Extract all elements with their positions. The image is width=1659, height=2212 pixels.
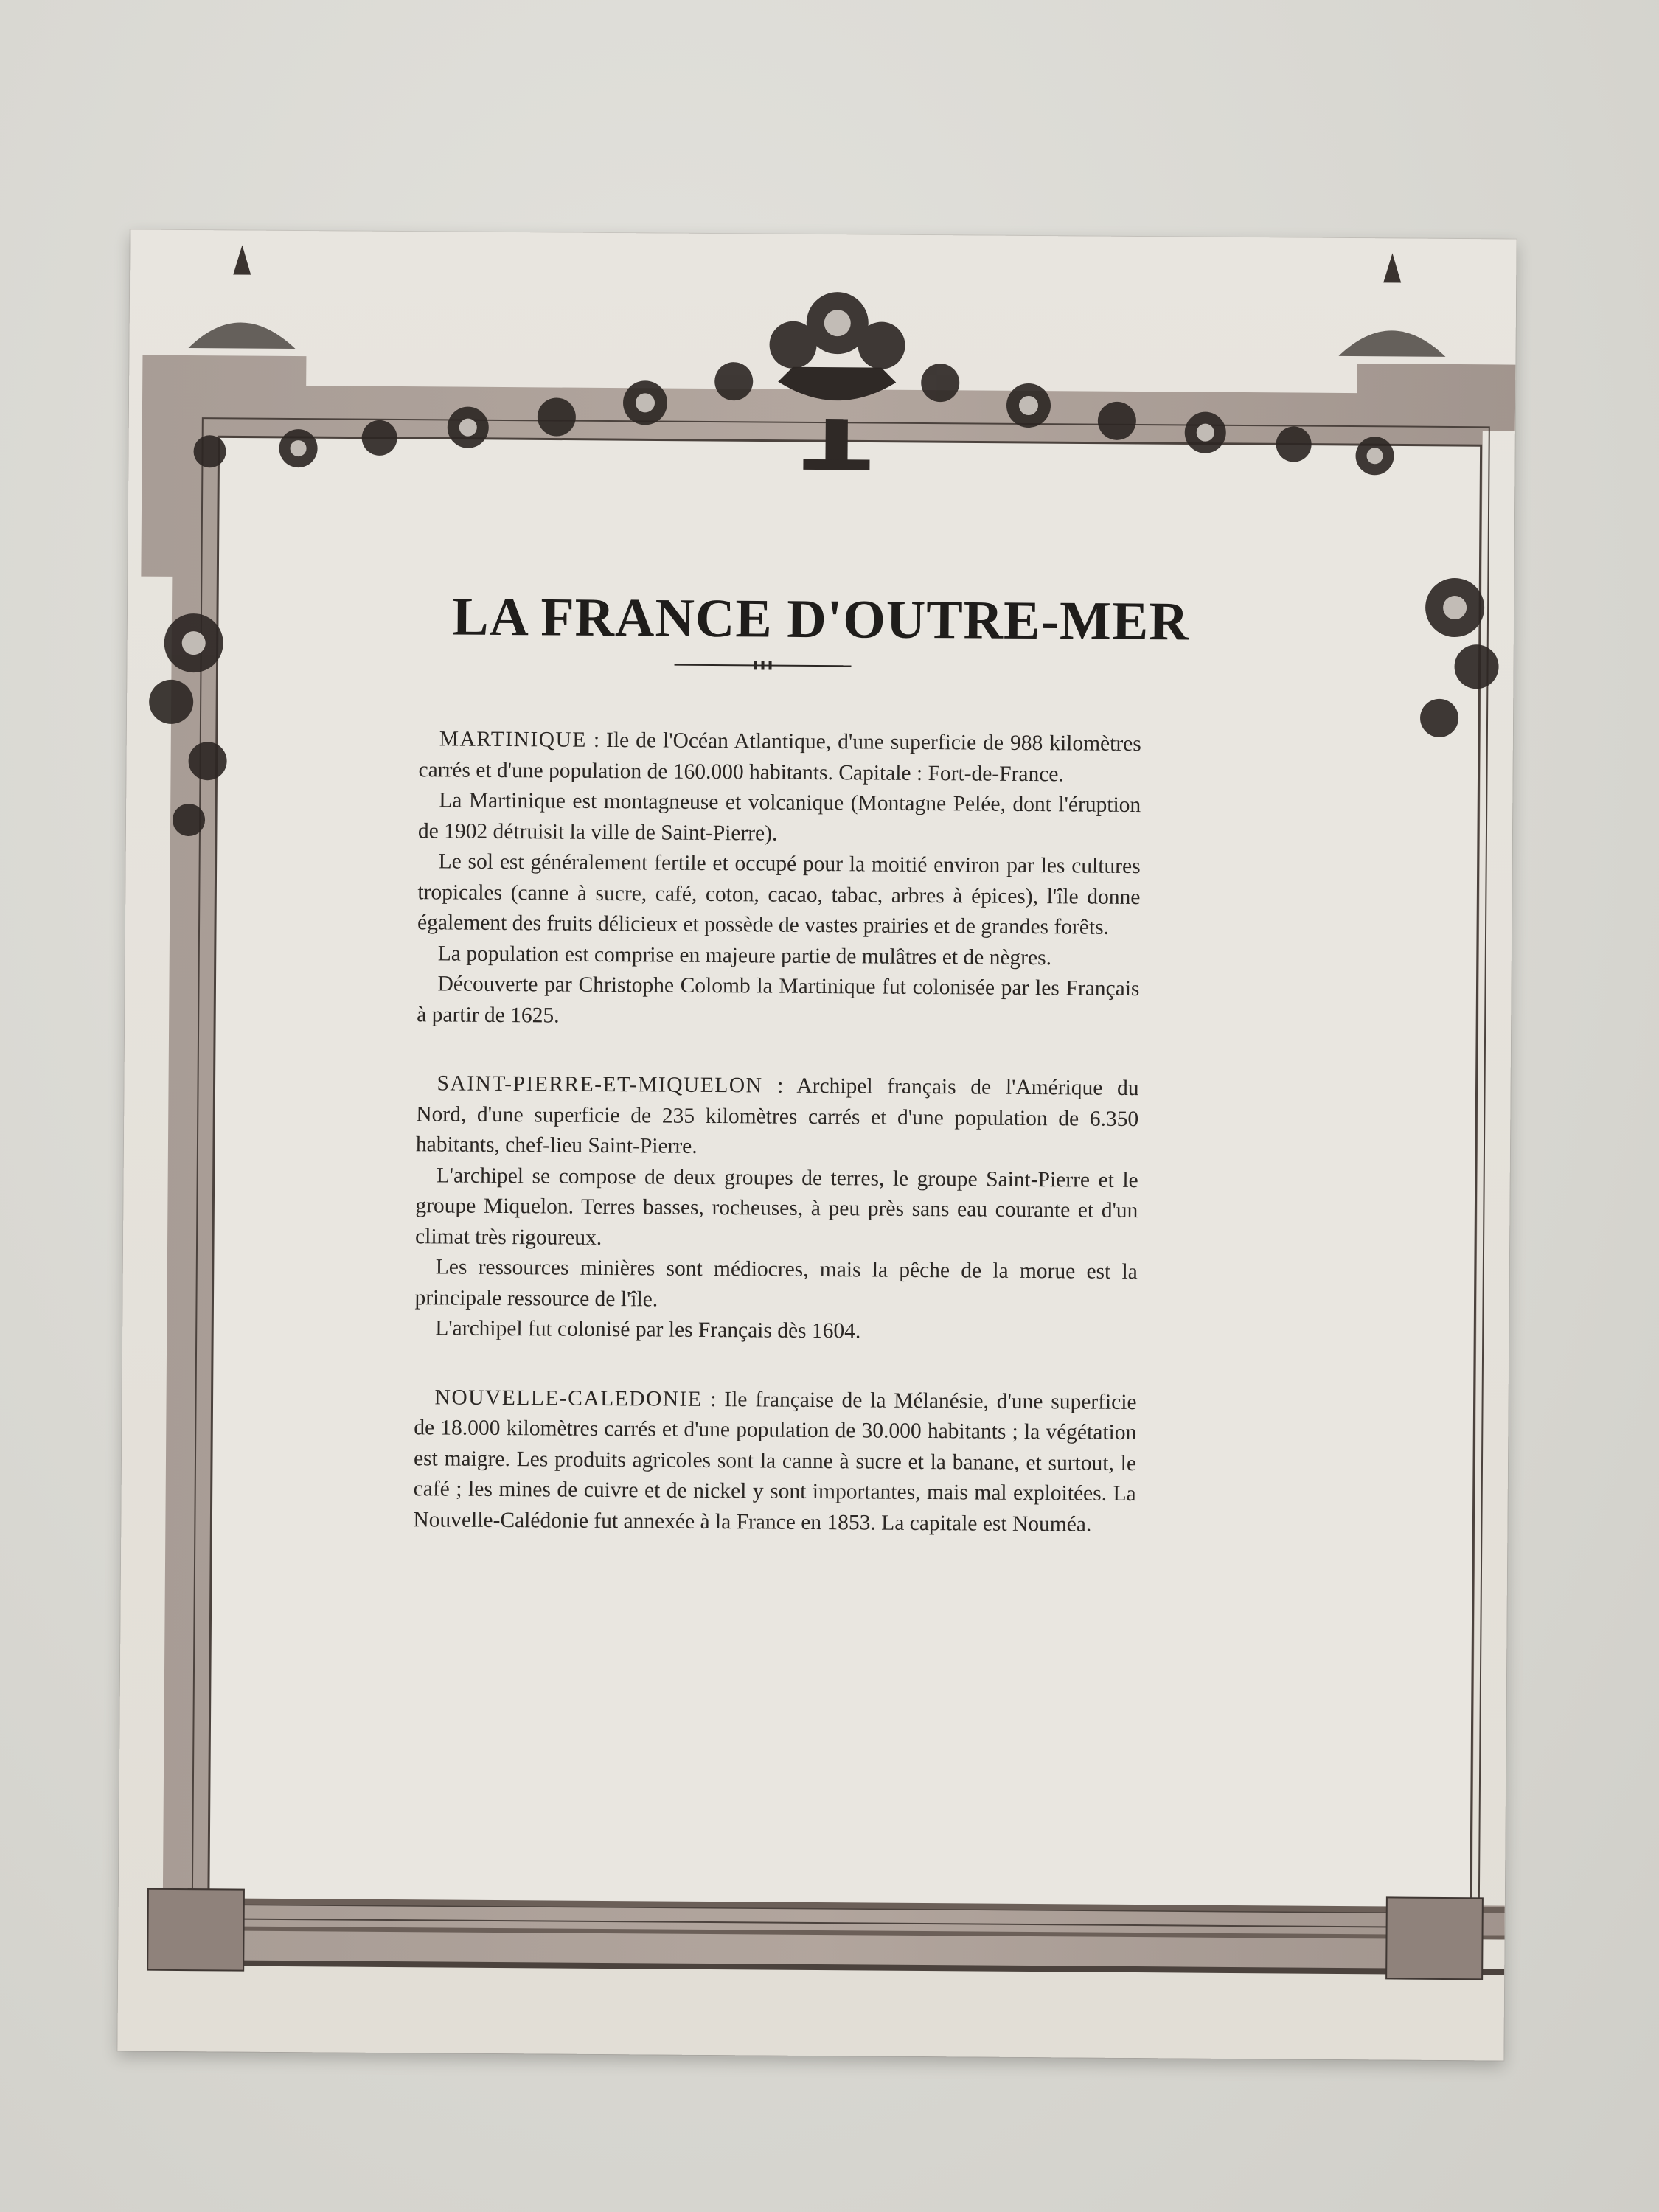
paragraph: : Ile française de la Mélanésie, d'une superficie de 18.000 kilomètres carrés et d'une population de 30.000 habitants ; la végétation est maigre. Les produits agricoles sont la canne à sucre et la banane, et surtout, le café ; les mines de cuivre et de nickel y sont importantes, mais mal exploitées. La Nouvelle-Calédonie fut annexée à la France en 1853. La capitale est Nouméa. [413,1387,1137,1537]
section-nouvelle-caledonie [413,1382,1136,1540]
paragraph: L'archipel se compose de deux groupes de terres, le groupe Saint-Pierre et le groupe Miquelon. Terres basses, rocheuses, à peu près sans eau courante et d'un climat très rigoureux. [415,1163,1138,1250]
paragraph: La population est comprise en majeure partie de mulâtres et de nègres. [437,941,1052,970]
article-body [413,724,1141,1579]
section-heading: NOUVELLE-CALEDONIE [434,1385,703,1411]
paragraph: : Ile de l'Océan Atlantique, d'une superficie de 988 kilomètres carrés et d'une population de 160.000 habitants. Capitale : Fort-de-France. [418,728,1141,786]
section-saint-pierre-et-miquelon [414,1068,1139,1349]
section-heading: MARTINIQUE [439,727,587,752]
section-martinique [417,724,1141,1035]
section-heading: SAINT-PIERRE-ET-MIQUELON [437,1071,763,1098]
title-ornament-rule [674,658,851,674]
paragraph: Le sol est généralement fertile et occupé pour la moitié environ par les cultures tropicales (canne à sucre, café, coton, cacao, tabac, arbres à épices), l'île donne également des fruits délicieux et possède de vastes prairies et de grandes forêts. [417,849,1141,939]
page-title: LA FRANCE D'OUTRE-MER [451,586,1189,653]
paragraph: : Archipel français de l'Amérique du Nord, d'une superficie de 235 kilomètres carrés et d'une population de 6.350 habitants, chef-lieu Saint-Pierre. [415,1074,1139,1158]
paragraph: L'archipel fut colonisé par les Français dès 1604. [435,1316,861,1343]
paragraph: Les ressources minières sont médiocres, mais la pêche de la morue est la principale ressource de l'île. [414,1255,1138,1311]
document-page [117,229,1516,2060]
paragraph: Découverte par Christophe Colomb la Martinique fut colonisée par les Français à partir de 1625. [417,972,1140,1028]
paragraph: La Martinique est montagneuse et volcanique (Montagne Pelée, dont l'éruption de 1902 détruisit la ville de Saint-Pierre). [417,788,1141,846]
